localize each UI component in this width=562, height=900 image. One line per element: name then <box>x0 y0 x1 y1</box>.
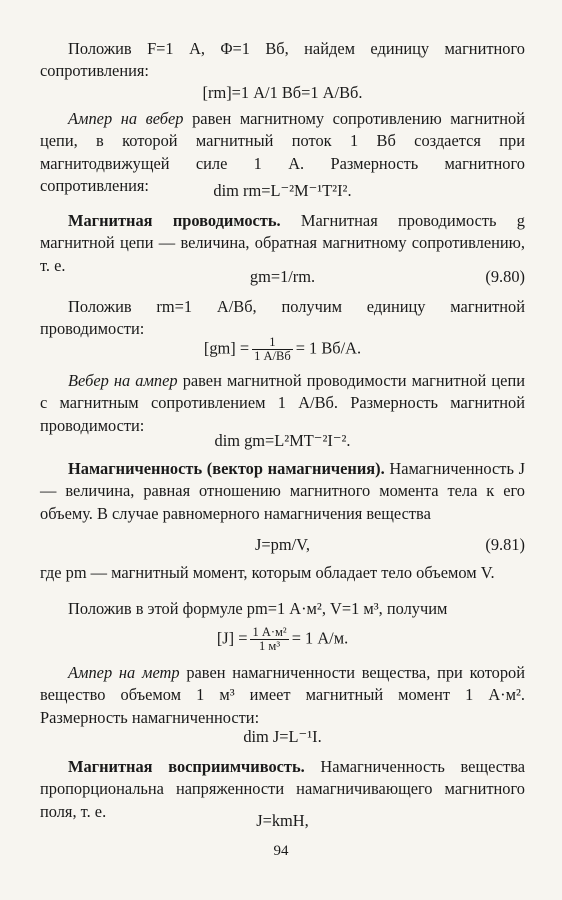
formula-permeance-unit <box>40 336 525 363</box>
term-italic: Ампер на вебер <box>68 109 184 128</box>
paragraph-text: равен магнитной проводимости магнитной цепи с магнитным сопротивлением 1 А/Вб. Размерность магнитной проводимости: <box>40 371 525 435</box>
term-italic: Вебер на ампер <box>68 371 178 390</box>
paragraph-weber-per-ampere <box>40 370 525 437</box>
equation-number: (9.81) <box>485 535 525 554</box>
fraction <box>250 626 288 653</box>
fraction-denominator: 1 А/Вб <box>254 349 291 363</box>
section-heading: Намагниченность (вектор намагничения). <box>68 459 385 478</box>
paragraph-text: Намагниченность J — величина, равная отношению магнитного момента тела к его объему. В случае равномерного намагничения вещества <box>40 459 525 523</box>
paragraph-magnetization <box>40 458 525 525</box>
paragraph-permeance-unit <box>40 296 525 341</box>
paragraph-magnetization-unit <box>40 598 525 620</box>
formula-permeance <box>40 266 525 288</box>
paragraph-magnetic-moment <box>40 562 525 584</box>
formula-right: = 1 А/м. <box>291 628 349 648</box>
paragraph-reluctance-unit <box>40 38 525 83</box>
section-heading: Магнитная проводимость. <box>68 211 281 230</box>
section-heading: Магнитная восприимчивость. <box>68 757 305 776</box>
paragraph-text: равен магнитному сопротивлению магнитной цепи, в которой магнитный поток 1 Вб создается при магнитодвижущей силе 1 А. Размерность магнитного сопротивления: <box>40 109 525 195</box>
formula-susceptibility <box>40 810 525 832</box>
paragraph-text: Магнитная проводимость g магнитной цепи — величина, обратная магнитному сопротивлению, т. е. <box>40 211 525 275</box>
formula-text: J=pm/V, <box>255 535 310 554</box>
formula-text: dim gm=L²MT⁻²I⁻². <box>214 431 351 450</box>
formula-text: gm=1/rm. <box>249 267 316 286</box>
equation-number: (9.80) <box>485 267 525 286</box>
formula-reluctance-dimension <box>40 180 525 202</box>
paragraph-text: равен намагниченности вещества, при которой вещество объемом 1 м³ имеет магнитный момент 1 А·м². Размерность намагниченности: <box>40 663 525 727</box>
fraction-denominator: 1 м³ <box>259 639 281 653</box>
formula-text: J=kmH, <box>256 811 309 830</box>
paragraph-text: где pm — магнитный момент, которым обладает тело объемом V. <box>40 563 495 582</box>
paragraph-text: Намагниченность вещества пропорциональна напряженности намагничивающего магнитного поля, т. е. <box>40 757 525 821</box>
fraction-numerator: 1 А·м² <box>252 625 287 639</box>
fraction <box>252 336 293 363</box>
formula-magnetization-unit <box>40 626 525 653</box>
formula-reluctance-unit <box>40 82 525 104</box>
formula-text: dim J=L⁻¹I. <box>243 727 322 746</box>
formula-magnetization-dimension <box>40 726 525 748</box>
formula-text: [rm]=1 А/1 Вб=1 А/Вб. <box>202 83 363 102</box>
page-number: 94 <box>273 843 289 859</box>
fraction-numerator: 1 <box>252 336 293 350</box>
formula-left: [J] = <box>216 628 248 648</box>
formula-magnetization <box>40 534 525 556</box>
formula-text: dim rm=L⁻²M⁻¹T²I². <box>213 181 352 200</box>
term-italic: Ампер на метр <box>68 663 180 682</box>
paragraph-text: Положив в этой формуле pm=1 А·м², V=1 м³, получим <box>68 599 448 618</box>
paragraph-ampere-per-meter <box>40 662 525 729</box>
formula-left: [gm] = <box>203 338 250 358</box>
formula-right: = 1 Вб/А. <box>295 338 362 358</box>
formula-permeance-dimension <box>40 430 525 452</box>
paragraph-text: Положив F=1 А, Φ=1 Вб, найдем единицу магнитного сопротивления: <box>40 39 525 81</box>
paragraph-text: Положив rm=1 А/Вб, получим единицу магнитной проводимости: <box>40 297 525 339</box>
